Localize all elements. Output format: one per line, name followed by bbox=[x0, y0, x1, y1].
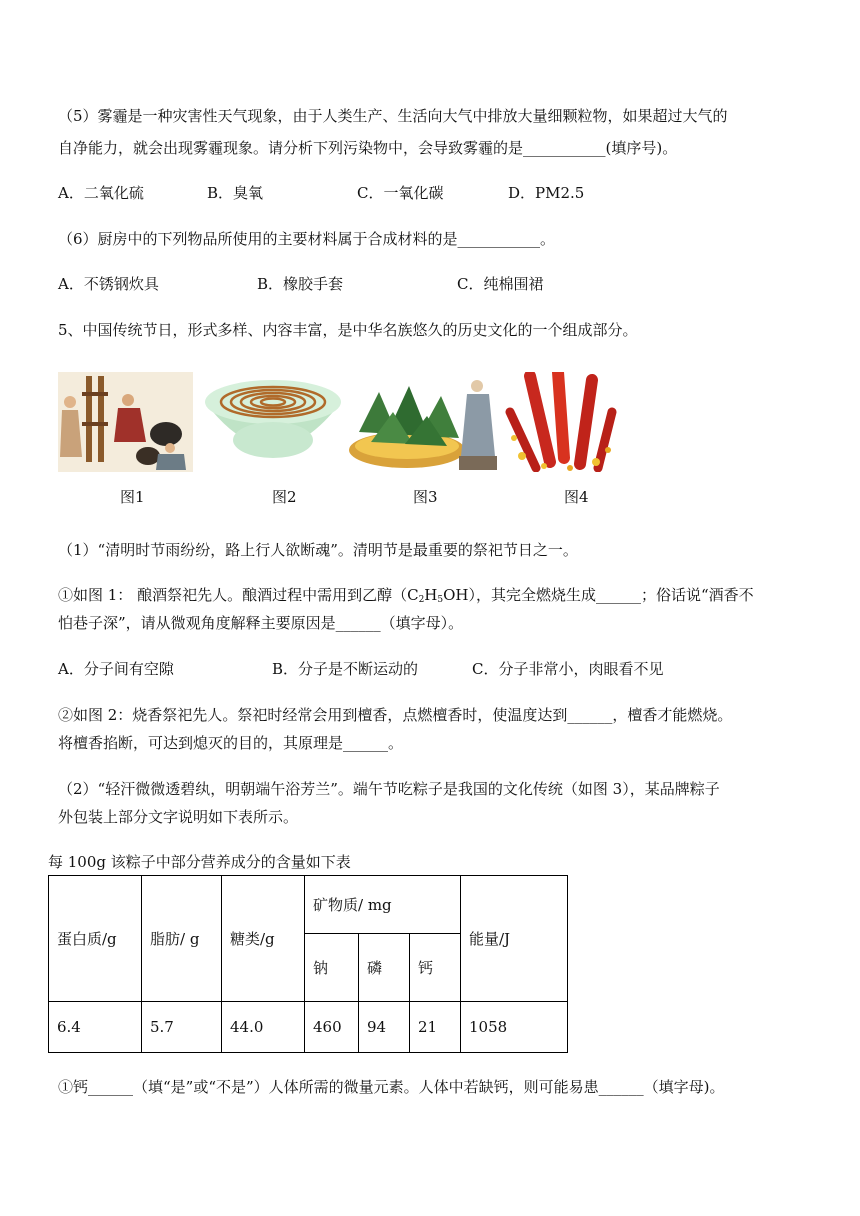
q6-option-a: A．不锈钢炊具 bbox=[58, 275, 159, 293]
figure-3-caption: 图3 bbox=[413, 488, 438, 506]
part1-q2-line1: ②如图 2：烧香祭祀先人。祭祀时经常会用到檀香，点燃檀香时，使温度达到______，檀香才能燃烧。 bbox=[58, 706, 733, 724]
cell-fat: 5.7 bbox=[142, 1002, 222, 1053]
part2-line2: 外包装上部分文字说明如下表所示。 bbox=[58, 808, 299, 826]
q5-option-d: D．PM2.5 bbox=[508, 184, 585, 202]
cell-phosphorus: 94 bbox=[359, 1002, 410, 1053]
cell-sugar: 44.0 bbox=[222, 1002, 305, 1053]
table-caption: 每 100g 该粽子中部分营养成分的含量如下表 bbox=[48, 853, 351, 871]
cell-sodium: 460 bbox=[305, 1002, 359, 1053]
q5-option-b: B．臭氧 bbox=[207, 184, 264, 202]
figure-3-zongzi-image bbox=[349, 372, 497, 472]
figure-2-incense-image bbox=[197, 372, 349, 472]
cell-calcium: 21 bbox=[410, 1002, 461, 1053]
subheader-phosphorus: 磷 bbox=[359, 934, 410, 1002]
nutrition-table bbox=[48, 875, 568, 1053]
part2-q1: ①钙______（填“是”或“不是”）人体所需的微量元素。人体中若缺钙，则可能易患______（填字母)。 bbox=[58, 1078, 725, 1096]
figure-4-firecracker-image bbox=[500, 372, 622, 472]
q6-option-c: C．纯棉围裙 bbox=[457, 275, 544, 293]
figure-4-caption: 图4 bbox=[564, 488, 589, 506]
header-protein: 蛋白质/g bbox=[49, 876, 142, 1002]
part2-line1: （2）“轻汗微微透碧纨，明朝端午浴芳兰”。端午节吃粽子是我国的文化传统（如图 3），某品牌粽子 bbox=[58, 780, 720, 798]
header-sugar: 糖类/g bbox=[222, 876, 305, 1002]
part1-q1-line1: ①如图 1： 酿酒祭祀先人。酿酒过程中需用到乙醇$(C_2H_5OH)$，其完全燃烧生成______；俗话说“酒香不 bbox=[58, 586, 754, 605]
header-minerals: 矿物质/ mg bbox=[305, 876, 461, 934]
figure-2-caption: 图2 bbox=[272, 488, 297, 506]
header-fat: 脂肪/ g bbox=[142, 876, 222, 1002]
part1-q2-line2: 将檀香掐断，可达到熄灭的目的，其原理是______。 bbox=[58, 734, 404, 752]
cell-energy: 1058 bbox=[461, 1002, 568, 1053]
q6-line1: （6）厨房中的下列物品所使用的主要材料属于合成材料的是___________。 bbox=[58, 230, 556, 248]
subheader-calcium: 钙 bbox=[410, 934, 461, 1002]
part1-option-b: B．分子是不断运动的 bbox=[272, 660, 419, 678]
header-energy: 能量/J bbox=[461, 876, 568, 1002]
q5-line2: 自净能力，就会出现雾霾现象。请分析下列污染物中，会导致雾霾的是___________(填序号)。 bbox=[58, 139, 678, 157]
q5b-intro: 5、中国传统节日，形式多样、内容丰富，是中华名族悠久的历史文化的一个组成部分。 bbox=[58, 321, 638, 339]
part1-intro: （1）“清明时节雨纷纷，路上行人欲断魂”。清明节是最重要的祭祀节日之一。 bbox=[58, 541, 578, 559]
subheader-sodium: 钠 bbox=[305, 934, 359, 1002]
q6-option-b: B．橡胶手套 bbox=[257, 275, 344, 293]
q5-option-c: C．一氧化碳 bbox=[357, 184, 444, 202]
cell-protein: 6.4 bbox=[49, 1002, 142, 1053]
figure-1-brewing-image bbox=[58, 372, 193, 472]
q5-option-a: A．二氧化硫 bbox=[58, 184, 144, 202]
part1-option-a: A．分子间有空隙 bbox=[58, 660, 174, 678]
figure-1-caption: 图1 bbox=[120, 488, 145, 506]
part1-option-c: C．分子非常小，肉眼看不见 bbox=[472, 660, 664, 678]
q5-line1: （5）雾霾是一种灾害性天气现象，由于人类生产、生活向大气中排放大量细颗粒物，如果超过大气的 bbox=[58, 107, 728, 125]
part1-q1-line2: 怕巷子深”，请从微观角度解释主要原因是______（填字母）。 bbox=[58, 614, 464, 632]
